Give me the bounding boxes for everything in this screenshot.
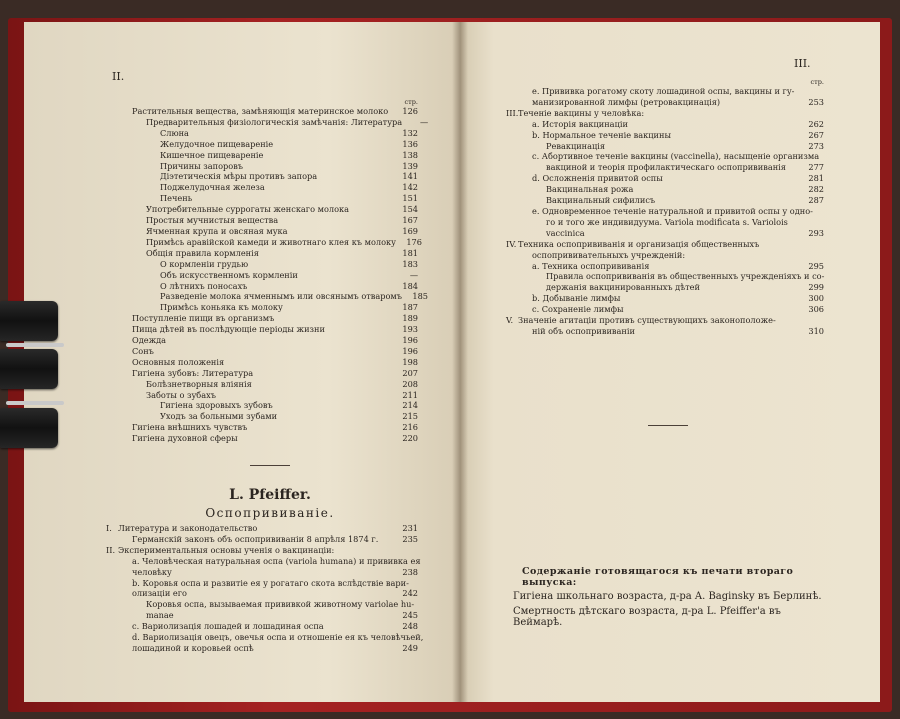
toc-entry-title: Значенiе агитацiи противъ существующихъ законоположе- bbox=[518, 315, 776, 326]
toc-leader-dots bbox=[241, 434, 395, 444]
toc-entry-page: 126 bbox=[402, 106, 418, 116]
left-toc bbox=[106, 98, 429, 444]
toc-entry-title: лошадиной и коровьей оспѣ bbox=[132, 642, 254, 653]
toc-entry bbox=[106, 578, 418, 589]
toc-leader-dots bbox=[190, 589, 395, 599]
toc-entry bbox=[106, 422, 418, 433]
toc-entry-page: 193 bbox=[402, 324, 418, 335]
toc-entry-title: Гигiена зубовъ: Литература bbox=[132, 367, 254, 378]
toc-entry bbox=[106, 139, 418, 150]
toc-entry bbox=[506, 261, 824, 272]
toc-entry bbox=[506, 108, 824, 119]
toc-leader-dots bbox=[352, 205, 395, 215]
toc-entry-page: 231 bbox=[402, 523, 418, 533]
toc-entry-title: Гигiена здоровыхъ зубовъ bbox=[160, 400, 273, 411]
toc-entry-page: 184 bbox=[402, 280, 418, 291]
toc-entry-page: 207 bbox=[402, 367, 418, 378]
toc-entry-page: 176 bbox=[406, 236, 422, 247]
toc-entry bbox=[106, 270, 418, 281]
toc-entry bbox=[106, 588, 418, 599]
toc-entry bbox=[106, 346, 418, 357]
toc-leader-dots bbox=[789, 163, 801, 173]
toc-entry-page: 198 bbox=[402, 356, 418, 367]
toc-leader-dots bbox=[266, 151, 395, 161]
toc-entry-title: Одежда bbox=[132, 335, 167, 346]
toc-leader-dots bbox=[647, 109, 801, 119]
toc-entry-title: b. Нормальное теченiе вакцины bbox=[532, 129, 671, 140]
toc-entry-page: 139 bbox=[402, 160, 418, 171]
toc-entry-page: 248 bbox=[402, 621, 418, 632]
binder-clip-wire bbox=[6, 343, 64, 347]
toc-entry-number: I. bbox=[106, 523, 112, 533]
toc-entry-title: Теченiе вакцины у человѣка: bbox=[518, 107, 645, 118]
toc-entry bbox=[106, 400, 418, 411]
toc-entry-title: О лѣтнихъ поносахъ bbox=[160, 280, 248, 291]
toc-entry-title: О кормленiи грудью bbox=[160, 258, 249, 269]
toc-entry-page: — bbox=[409, 269, 418, 280]
toc-entry bbox=[506, 141, 824, 152]
toc-entry-page: 273 bbox=[808, 140, 824, 151]
toc-entry-page: 132 bbox=[402, 127, 418, 138]
toc-leader-dots bbox=[227, 358, 395, 368]
toc-leader-dots bbox=[192, 129, 395, 139]
toc-entry bbox=[106, 368, 418, 379]
toc-entry-title: Техника оспопрививанiя и организацiя общественныхъ bbox=[518, 238, 760, 249]
toc-entry-title: Общiя правила кормленiя bbox=[146, 247, 259, 258]
toc-entry-title: Сонъ bbox=[132, 345, 154, 356]
toc-entry-page: 293 bbox=[808, 227, 824, 238]
page-column-header: стр. bbox=[404, 98, 418, 106]
toc-entry-title: d. Осложненiя привитой оспы bbox=[532, 173, 663, 184]
toc-entry-title: a. Исторiя вакцинацiи bbox=[532, 118, 628, 129]
toc-entry bbox=[106, 302, 418, 313]
toc-leader-dots bbox=[250, 281, 395, 291]
toc-entry bbox=[106, 643, 418, 654]
toc-entry-page: 242 bbox=[402, 588, 418, 599]
toc-entry bbox=[106, 567, 418, 578]
toc-entry-page: 306 bbox=[808, 304, 824, 315]
toc-entry-title: манизированной лимфы (ретровакцинацiя) bbox=[532, 96, 721, 107]
toc-entry-title: олизацiи его bbox=[132, 588, 187, 599]
toc-entry bbox=[106, 433, 418, 444]
toc-entry-title: c. Вариолизацiя лошадей и лошадиная оспа bbox=[132, 621, 324, 632]
toc-leader-dots bbox=[658, 196, 801, 206]
toc-entry-title: a. Человѣческая натуральная оспа (variola humana) и прививка ея bbox=[132, 555, 421, 566]
toc-entry-page: 267 bbox=[808, 129, 824, 140]
toc-entry-page: 142 bbox=[402, 182, 418, 193]
toc-entry-page: 167 bbox=[402, 215, 418, 226]
toc-entry-page: 196 bbox=[402, 345, 418, 356]
toc-entry bbox=[506, 217, 824, 228]
toc-leader-dots bbox=[177, 611, 395, 621]
toc-leader-dots bbox=[251, 260, 395, 270]
toc-entry-title: Печень bbox=[160, 193, 193, 204]
toc-entry bbox=[506, 119, 824, 130]
toc-entry-title: Экспериментальныя основы ученiя о вакцинацiи: bbox=[118, 544, 335, 555]
toc-entry-page: 216 bbox=[402, 422, 418, 433]
toc-entry-title: e. Прививка рогатому скоту лошадиной оспы, вакцины и гу- bbox=[532, 86, 795, 96]
toc-entry-title: Желудочное пищеваренiе bbox=[160, 138, 274, 149]
toc-leader-dots bbox=[666, 174, 801, 184]
toc-entry bbox=[106, 150, 418, 161]
toc-leader-dots bbox=[268, 183, 395, 193]
toc-leader-dots bbox=[262, 249, 395, 259]
toc-entry bbox=[106, 116, 429, 128]
toc-leader-dots bbox=[256, 369, 395, 379]
toc-entry-title: Вакцинальная рожа bbox=[546, 184, 634, 195]
toc-leader-dots bbox=[250, 423, 395, 433]
toc-entry-page: 187 bbox=[402, 302, 418, 313]
toc-entry bbox=[106, 161, 418, 172]
toc-entry bbox=[506, 250, 824, 261]
toc-entry-title: Литература и законодательство bbox=[118, 523, 258, 533]
toc-leader-dots bbox=[277, 314, 395, 324]
toc-entry bbox=[106, 204, 418, 215]
toc-entry bbox=[106, 215, 418, 226]
toc-entry-title: оспопрививательныхъ учрежденiй: bbox=[532, 249, 686, 260]
section-divider bbox=[250, 465, 290, 466]
toc-entry-title: Заботы о зубахъ bbox=[146, 389, 216, 400]
toc-entry bbox=[106, 523, 418, 534]
toc-entry-title: Простыя мучнистыя вещества bbox=[146, 215, 279, 226]
binder-clip bbox=[0, 301, 58, 341]
toc-entry-title: b. Коровья оспа и развитiе ея у рогатаго скота вслѣдствiе вари- bbox=[132, 577, 409, 588]
toc-leader-dots bbox=[276, 401, 395, 411]
toc-entry-page: 141 bbox=[402, 171, 418, 182]
right-page-number: III. bbox=[794, 57, 811, 70]
toc-entry bbox=[506, 184, 824, 195]
toc-entry-title: Пища дѣтей въ послѣдующiе перiоды жизни bbox=[132, 324, 325, 335]
toc-entry-title: c. Абортивное теченiе вакцины (vaccinella), насыщенiе организма bbox=[532, 151, 820, 162]
toc-entry bbox=[506, 86, 824, 97]
toc-leader-dots bbox=[291, 227, 395, 237]
toc-entry-page: 281 bbox=[808, 173, 824, 184]
toc-leader-dots bbox=[631, 120, 801, 130]
forthcoming-heading: Содержанiе готовящагося къ печати втораго выпуска: bbox=[522, 566, 794, 588]
toc-entry-title: Употребительные суррогаты женскаго молока bbox=[146, 204, 350, 215]
toc-entry-number: V. bbox=[506, 315, 514, 326]
toc-leader-dots bbox=[257, 644, 395, 654]
toc-entry bbox=[106, 379, 418, 390]
toc-leader-dots bbox=[328, 325, 395, 335]
toc-leader-dots bbox=[169, 336, 395, 346]
toc-entry-title: Германскiй законъ объ оспопрививанiи 8 апрѣля 1874 г. bbox=[132, 533, 379, 544]
toc-entry-number: III. bbox=[506, 107, 519, 118]
binder-clip-wire bbox=[6, 401, 64, 405]
toc-entry-page: 238 bbox=[402, 566, 418, 577]
toc-entry-title: Причины запоровъ bbox=[160, 160, 244, 171]
toc-entry bbox=[106, 599, 418, 610]
toc-entry bbox=[506, 130, 824, 141]
toc-entry-page: 169 bbox=[402, 225, 418, 236]
toc-entry-title: Гигiена духовной сферы bbox=[132, 433, 238, 444]
toc-entry-number: II. bbox=[106, 544, 116, 555]
toc-entry-title: человѣку bbox=[132, 566, 172, 577]
toc-entry-page: 287 bbox=[808, 195, 824, 206]
toc-entry bbox=[106, 226, 418, 237]
toc-entry-title: manae bbox=[146, 610, 174, 621]
toc-leader-dots bbox=[286, 303, 395, 313]
toc-entry-title: Коровья оспа, вызываемая прививкой животному variolae hu- bbox=[146, 599, 415, 610]
toc-leader-dots bbox=[723, 98, 801, 108]
section-title: Оспопрививанiе. bbox=[205, 506, 335, 520]
toc-entry-page: 220 bbox=[402, 433, 418, 444]
toc-entry-title: Предварительныя физiологическiя замѣчанiя: Литература bbox=[146, 116, 403, 127]
toc-entry-page: 249 bbox=[402, 642, 418, 653]
toc-leader-dots bbox=[623, 294, 801, 304]
toc-entry-title: Болѣзнетворныя влiянiя bbox=[146, 378, 252, 389]
toc-entry bbox=[106, 534, 418, 545]
forthcoming-item: Смертность дѣтскаго возраста, д-ра L. Pfeiffer'a въ Веймарѣ. bbox=[513, 606, 781, 628]
toc-leader-dots bbox=[281, 216, 395, 226]
toc-entry-page: 262 bbox=[808, 118, 824, 129]
toc-entry-page: 189 bbox=[402, 313, 418, 324]
toc-entry-page: 277 bbox=[808, 162, 824, 173]
toc-entry-page: 235 bbox=[402, 533, 418, 544]
toc-entry-page: 215 bbox=[402, 411, 418, 422]
toc-entry-title: Растительныя вещества, замѣняющія материнское молоко bbox=[132, 106, 389, 116]
toc-entry-page: 214 bbox=[402, 400, 418, 411]
book-gutter bbox=[452, 22, 468, 702]
toc-entry-page: 196 bbox=[402, 335, 418, 346]
toc-entry-title: Слюна bbox=[160, 127, 189, 138]
toc-entry bbox=[506, 282, 824, 293]
toc-entry bbox=[506, 293, 824, 304]
toc-leader-dots bbox=[703, 283, 801, 293]
left-toc-vaccination bbox=[106, 523, 424, 654]
toc-entry bbox=[106, 411, 418, 422]
toc-leader-dots bbox=[588, 229, 801, 239]
toc-entry bbox=[506, 239, 824, 250]
binder-clip bbox=[0, 408, 58, 448]
toc-entry-title: Примѣсь коньяка къ молоку bbox=[160, 302, 283, 313]
toc-leader-dots bbox=[301, 271, 395, 281]
toc-leader-dots bbox=[276, 140, 395, 150]
toc-entry-number: IV. bbox=[506, 238, 517, 249]
toc-entry bbox=[506, 206, 824, 217]
toc-leader-dots bbox=[337, 546, 395, 556]
toc-leader-dots bbox=[175, 568, 395, 578]
toc-entry-title: Ревакцинацiя bbox=[546, 140, 606, 151]
toc-entry-title: Вакцинальный сифилисъ bbox=[546, 195, 656, 206]
page-column-header: стр. bbox=[810, 78, 824, 86]
toc-entry bbox=[506, 326, 824, 337]
toc-entry bbox=[106, 621, 418, 632]
toc-entry-page: 253 bbox=[808, 96, 824, 107]
toc-entry-title: Поджелудочная железа bbox=[160, 182, 265, 193]
toc-entry-page: 136 bbox=[402, 138, 418, 149]
toc-entry-page: 138 bbox=[402, 149, 418, 160]
toc-entry bbox=[106, 390, 418, 401]
toc-entry-page: — bbox=[419, 116, 429, 127]
toc-entry bbox=[106, 335, 418, 346]
toc-entry-title: Ячменная крупа и овсяная мука bbox=[146, 225, 288, 236]
toc-entry bbox=[506, 173, 824, 184]
toc-leader-dots bbox=[280, 412, 395, 422]
toc-entry bbox=[106, 313, 418, 324]
toc-entry bbox=[506, 97, 824, 108]
toc-entry-title: Объ искусственномъ кормленiи bbox=[160, 269, 298, 280]
toc-entry-page: 299 bbox=[808, 282, 824, 293]
toc-entry-title: вакциной и теорiя профилактическаго оспопрививанiя bbox=[546, 162, 786, 173]
toc-entry bbox=[106, 259, 418, 270]
toc-entry-title: го и того же индивидуума. Variola modificata s. Variolois bbox=[546, 216, 788, 227]
toc-leader-dots bbox=[195, 194, 395, 204]
toc-leader-dots bbox=[688, 251, 801, 261]
toc-leader-dots bbox=[219, 390, 395, 400]
toc-entry bbox=[106, 555, 421, 567]
forthcoming-item: Гигiена школьнаго возраста, д-ра A. Baginsky въ Берлинѣ. bbox=[513, 591, 822, 602]
toc-entry-page: 310 bbox=[808, 325, 824, 336]
toc-entry bbox=[506, 304, 824, 315]
toc-leader-dots bbox=[608, 141, 801, 151]
toc-entry bbox=[506, 315, 824, 326]
toc-entry-page: 181 bbox=[402, 247, 418, 258]
toc-entry-title: c. Сохраненiе лимфы bbox=[532, 304, 624, 315]
toc-leader-dots bbox=[636, 185, 801, 195]
toc-entry bbox=[106, 171, 418, 182]
toc-entry-title: Кишечное пищеваренiе bbox=[160, 149, 264, 160]
toc-entry bbox=[106, 248, 418, 259]
toc-leader-dots bbox=[381, 535, 395, 545]
toc-leader-dots bbox=[246, 161, 395, 171]
toc-entry-page: 295 bbox=[808, 260, 824, 271]
toc-entry bbox=[106, 632, 424, 643]
toc-leader-dots bbox=[627, 305, 801, 315]
toc-entry-page: 245 bbox=[402, 610, 418, 621]
toc-entry-page: 282 bbox=[808, 184, 824, 195]
toc-entry-title: Примѣсь аравiйской камеди и животнаго клея къ молоку bbox=[146, 236, 396, 247]
author-name: L. Pfeiffer. bbox=[229, 487, 311, 503]
toc-leader-dots bbox=[320, 172, 395, 182]
toc-entry-title: Правила оспопрививанiя въ общественныхъ учрежденiяхъ и со- bbox=[546, 271, 825, 282]
toc-entry bbox=[506, 162, 824, 173]
toc-entry-title: b. Добыванiе лимфы bbox=[532, 293, 621, 304]
toc-entry-title: Дiэтетическiя мѣры противъ запора bbox=[160, 171, 318, 182]
toc-entry bbox=[506, 271, 824, 282]
toc-entry bbox=[106, 281, 418, 292]
toc-entry-page: 154 bbox=[402, 204, 418, 215]
binder-clip bbox=[0, 349, 58, 389]
toc-entry-title: Уходъ за больными зубами bbox=[160, 411, 278, 422]
toc-entry bbox=[106, 324, 418, 335]
toc-entry-page: 300 bbox=[808, 293, 824, 304]
toc-entry bbox=[106, 182, 418, 193]
toc-entry-title: держанiя вакцинированныхъ дѣтей bbox=[546, 282, 700, 293]
toc-entry-title: d. Вариолизацiя овецъ, овечья оспа и отношенiе ея къ человѣчьей, bbox=[132, 632, 424, 643]
toc-entry bbox=[106, 106, 418, 117]
toc-entry-title: Разведенiе молока ячменнымъ или овсянымъ отваромъ bbox=[160, 291, 403, 302]
toc-leader-dots bbox=[797, 87, 801, 97]
toc-entry-page: 208 bbox=[402, 378, 418, 389]
toc-entry bbox=[506, 151, 824, 162]
toc-leader-dots bbox=[255, 380, 395, 390]
toc-entry-title: Гигiена внѣшнихъ чувствъ bbox=[132, 422, 248, 433]
toc-leader-dots bbox=[260, 524, 395, 534]
toc-entry bbox=[106, 291, 429, 302]
toc-entry-page: 183 bbox=[402, 258, 418, 269]
toc-entry-page: 151 bbox=[402, 193, 418, 204]
toc-entry bbox=[106, 357, 418, 368]
left-page-number: II. bbox=[112, 70, 125, 83]
toc-entry-title: a. Техника оспопрививанiя bbox=[532, 260, 650, 271]
toc-leader-dots bbox=[327, 622, 395, 632]
toc-leader-dots bbox=[157, 347, 395, 357]
toc-entry bbox=[106, 545, 418, 556]
toc-leader-dots bbox=[391, 107, 395, 117]
section-divider bbox=[648, 425, 688, 426]
toc-leader-dots bbox=[762, 240, 801, 250]
toc-entry-page: 211 bbox=[402, 389, 418, 400]
toc-entry bbox=[506, 195, 824, 206]
toc-entry-title: нiй объ оспопрививанiи bbox=[532, 325, 635, 336]
right-toc bbox=[506, 78, 824, 337]
toc-leader-dots bbox=[674, 131, 801, 141]
toc-leader-dots bbox=[791, 218, 801, 228]
toc-entry-title: e. Одновременное теченiе натуральной и привитой оспы у одно- bbox=[532, 205, 813, 216]
toc-leader-dots bbox=[638, 327, 801, 337]
toc-entry-title: Поступленiе пищи въ организмъ bbox=[132, 313, 275, 324]
toc-leader-dots bbox=[652, 261, 801, 271]
toc-entry bbox=[506, 228, 824, 239]
toc-entry-title: vacciniса bbox=[546, 227, 585, 238]
toc-entry-title: Основныя положенiя bbox=[132, 356, 225, 367]
toc-entry bbox=[106, 236, 422, 248]
toc-entry-page: 185 bbox=[412, 291, 429, 302]
toc-entry bbox=[106, 610, 418, 621]
toc-leader-dots bbox=[779, 316, 801, 326]
toc-entry bbox=[106, 193, 418, 204]
toc-entry bbox=[106, 128, 418, 139]
